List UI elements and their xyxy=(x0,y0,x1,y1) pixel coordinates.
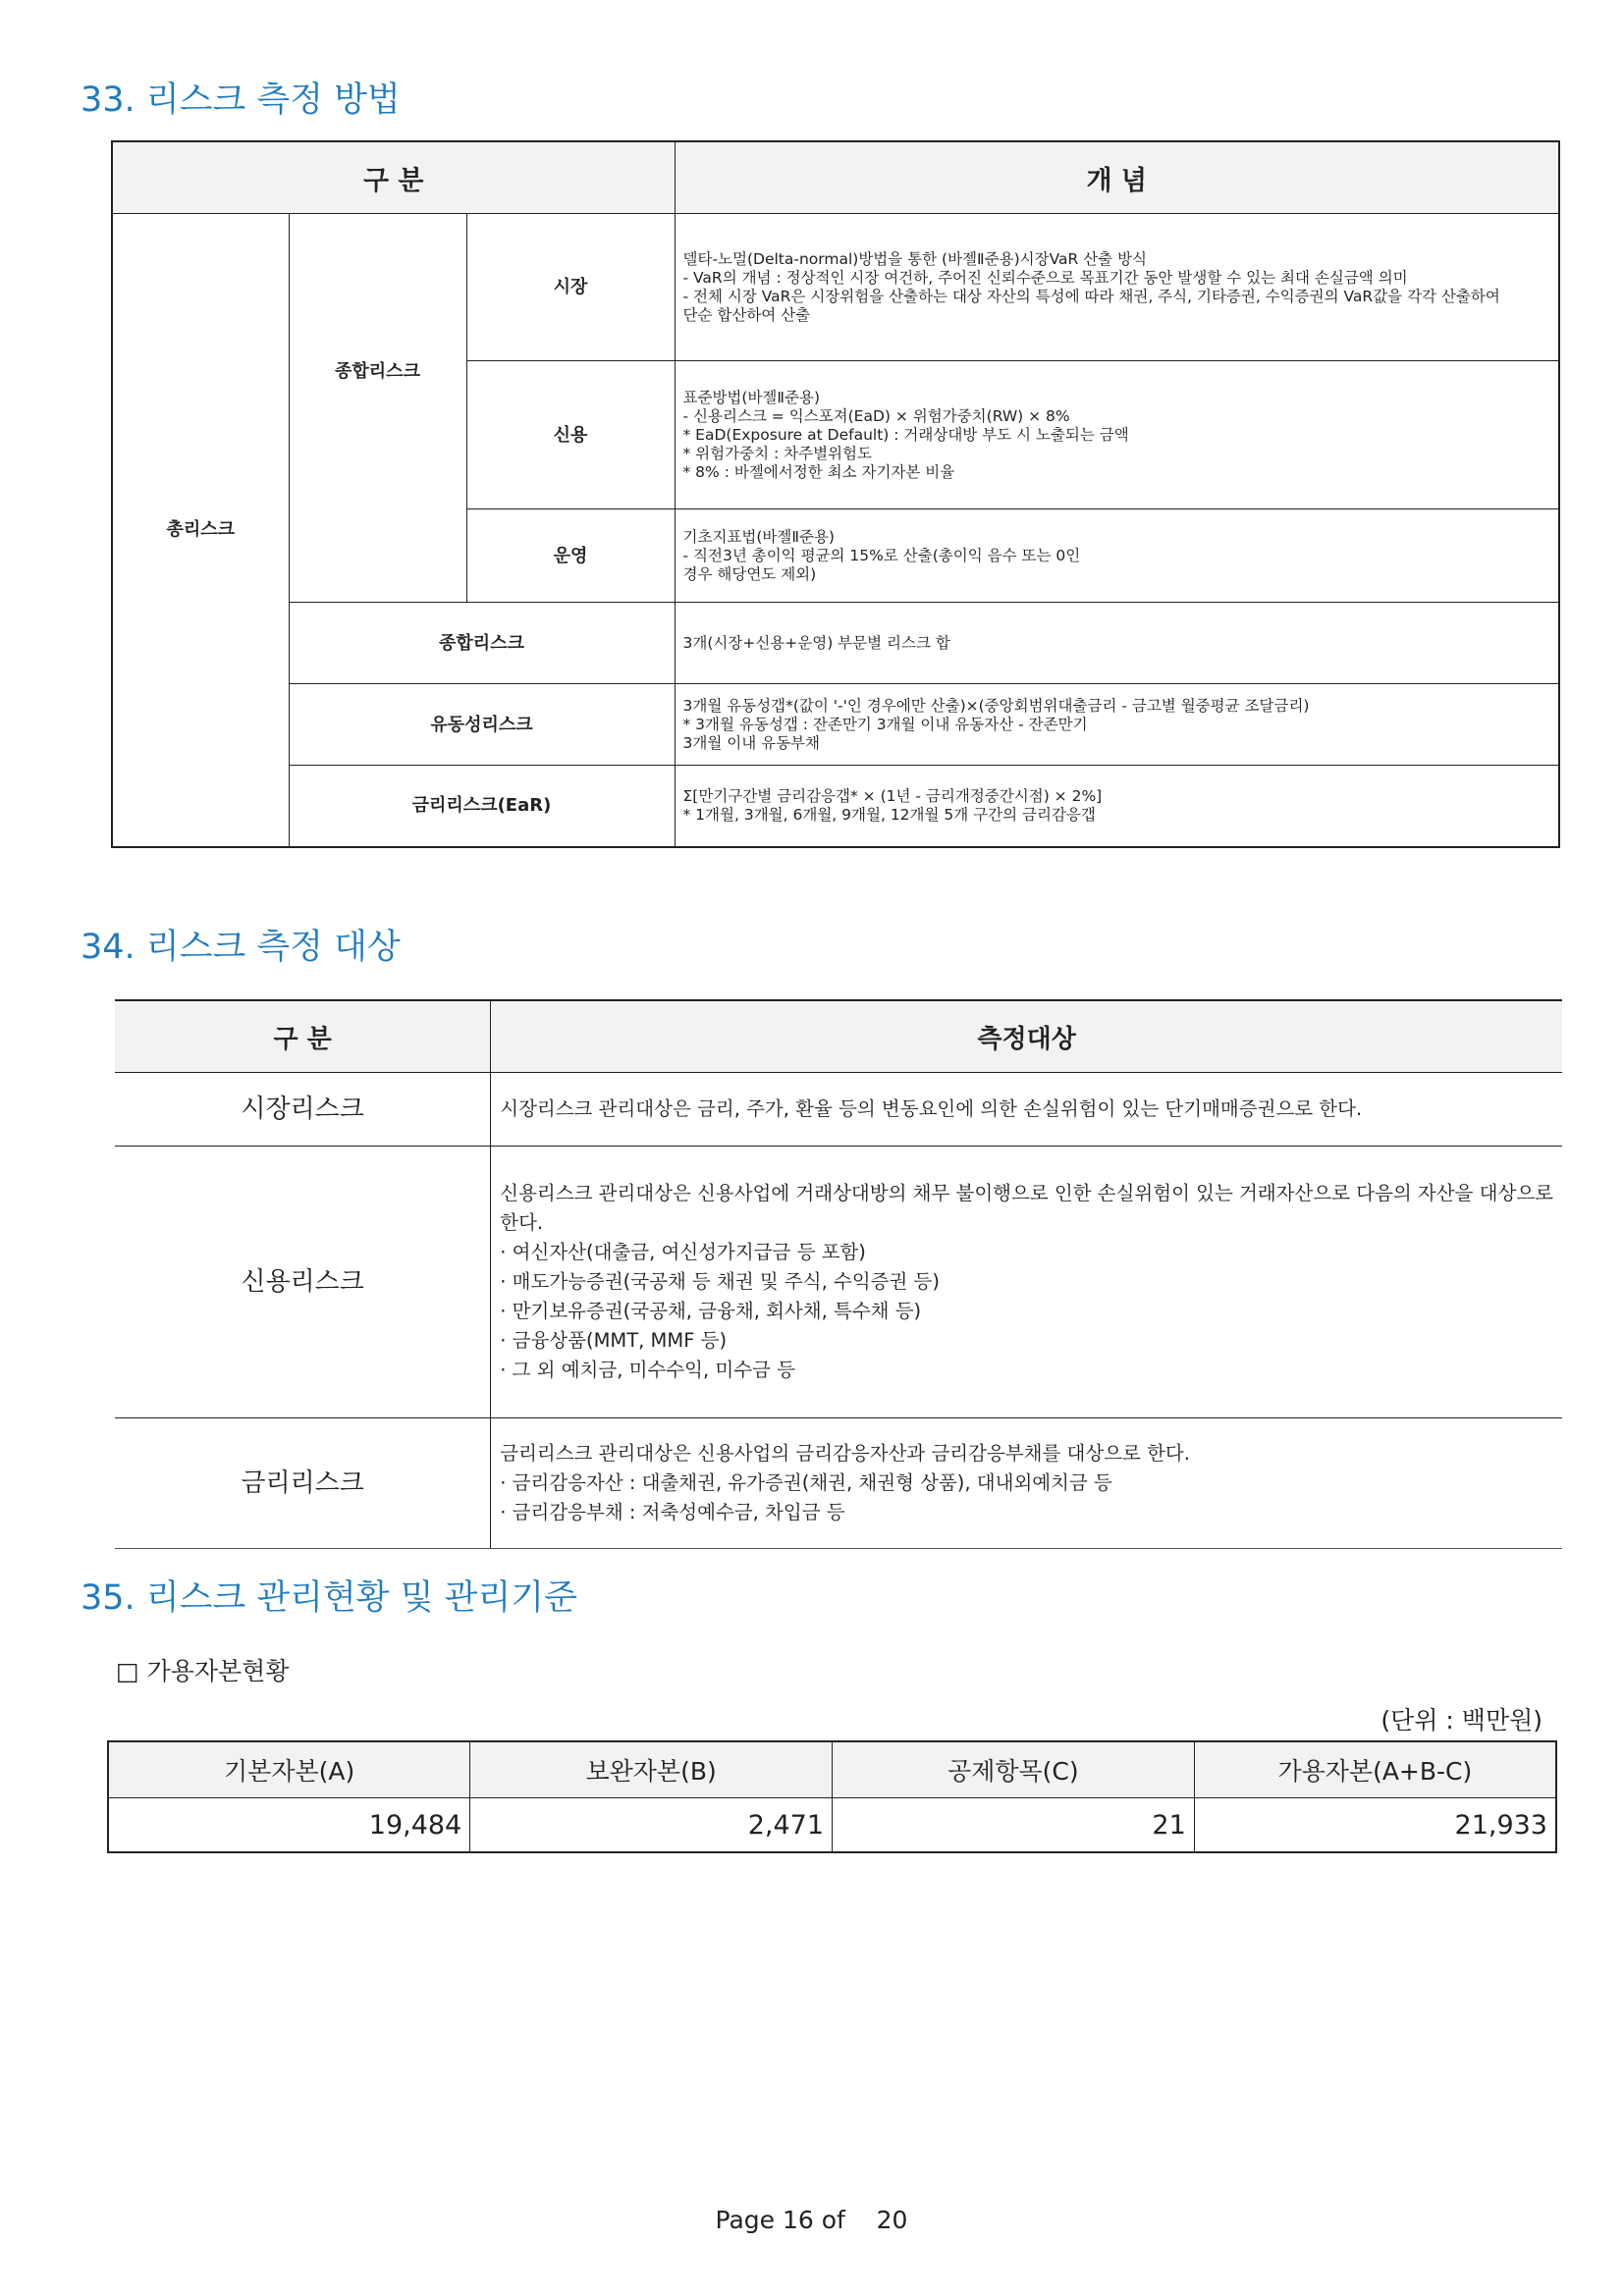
desc-line: 한다. xyxy=(500,1211,544,1234)
table-row xyxy=(112,684,1559,766)
interest-risk-desc xyxy=(491,1418,1562,1549)
liquidity-label: 유동성리스크 xyxy=(289,684,675,766)
combined-desc xyxy=(675,603,1559,684)
desc-line: 시장리스크 관리대상은 금리, 주가, 환율 등의 변동요인에 의한 손실위험이 있는 단기매매증권으로 한다. xyxy=(500,1097,1363,1120)
table-row xyxy=(115,1147,1562,1418)
interest-desc xyxy=(675,766,1559,847)
section-35-title: 35. 리스크 관리현황 및 관리기준 xyxy=(81,1578,577,1618)
credit-label: 신용 xyxy=(466,361,675,509)
desc-line: - 직전3년 총이익 평균의 15%로 산출(총이익 음수 또는 0인 xyxy=(682,546,1081,564)
page-number: Page 16 of 20 xyxy=(715,2206,908,2234)
desc-line: 델타-노멀(Delta-normal)방법을 통한 (바젤Ⅱ준용)시장VaR 산출 방식 xyxy=(682,249,1148,268)
market-risk-label: 시장리스크 xyxy=(115,1073,491,1147)
desc-line: · 그 외 예치금, 미수수익, 미수금 등 xyxy=(500,1359,795,1381)
market-risk-desc xyxy=(491,1073,1562,1147)
desc-line: * 8% : 바젤에서정한 최소 자기자본 비율 xyxy=(682,462,955,481)
desc-line: 기초지표법(바젤Ⅱ준용) xyxy=(682,527,835,546)
table-row xyxy=(112,766,1559,847)
header-concept: 개 념 xyxy=(675,141,1559,214)
header-category: 구 분 xyxy=(112,141,675,214)
unit-label: (단위 : 백만원) xyxy=(1380,1706,1542,1735)
liquidity-desc xyxy=(675,684,1559,766)
table-header-row xyxy=(112,141,1559,214)
market-desc xyxy=(675,214,1559,361)
table-header-row xyxy=(108,1741,1556,1798)
table-row xyxy=(115,1418,1562,1549)
desc-line: - 전체 시장 VaR은 시장위험을 산출하는 대상 자산의 특성에 따라 채권, 주식, 기타증권, 수익증권의 VaR값을 각각 산출하여 xyxy=(682,287,1500,305)
desc-line: * 1개월, 3개월, 6개월, 9개월, 12개월 5개 구간의 금리감응갭 xyxy=(682,805,1096,824)
available-capital-table xyxy=(107,1740,1557,1853)
header-available-capital: 가용자본(A+B-C) xyxy=(1194,1741,1556,1798)
risk-method-table xyxy=(111,140,1560,848)
credit-risk-desc xyxy=(491,1147,1562,1418)
credit-desc xyxy=(675,361,1559,509)
table-header-row xyxy=(115,1000,1562,1073)
interest-label: 금리리스크(EaR) xyxy=(289,766,675,847)
desc-line: 경우 해당연도 제외) xyxy=(682,564,817,583)
desc-line: · 금리감응부채 : 저축성예수금, 차입금 등 xyxy=(500,1501,845,1523)
desc-line: 3개(시장+신용+운영) 부문별 리스크 합 xyxy=(682,633,950,652)
header-supplementary-capital: 보완자본(B) xyxy=(470,1741,833,1798)
desc-line: · 금융상품(MMT, MMF 등) xyxy=(500,1329,728,1352)
desc-line: * 3개월 유동성갭 : 잔존만기 3개월 이내 유동자산 - 잔존만기 xyxy=(682,715,1088,733)
available-capital-value: 21,933 xyxy=(1194,1798,1556,1853)
desc-line: * 위험가중치 : 차주별위험도 xyxy=(682,444,872,462)
desc-line: · 만기보유증권(국공채, 금융채, 회사채, 특수채 등) xyxy=(500,1300,922,1322)
desc-line: · 여신자산(대출금, 여신성가지급금 등 포함) xyxy=(500,1241,866,1263)
operational-label: 운영 xyxy=(466,509,675,603)
desc-line: 3개월 유동성갭*(값이 '-'인 경우에만 산출)×(중앙회범위대출금리 - 금고별 월중평균 조달금리) xyxy=(682,696,1310,715)
table-row xyxy=(112,214,1559,361)
header-basic-capital: 기본자본(A) xyxy=(108,1741,470,1798)
combined-risk-group-label: 종합리스크 xyxy=(289,214,466,603)
desc-line: - VaR의 개념 : 정상적인 시장 여건하, 주어진 신뢰수준으로 목표기간 동안 발생할 수 있는 최대 손실금액 의미 xyxy=(682,268,1408,287)
deductions-value: 21 xyxy=(833,1798,1195,1853)
table-row xyxy=(112,603,1559,684)
credit-risk-label: 신용리스크 xyxy=(115,1147,491,1418)
header-target: 측정대상 xyxy=(491,1000,1562,1073)
operational-desc xyxy=(675,509,1559,603)
section-33-title: 33. 리스크 측정 방법 xyxy=(81,80,401,120)
header-deductions: 공제항목(C) xyxy=(833,1741,1195,1798)
desc-line: · 금리감응자산 : 대출채권, 유가증권(채권, 채권형 상품), 대내외예치금 등 xyxy=(500,1471,1112,1494)
section-34-title: 34. 리스크 측정 대상 xyxy=(81,928,401,967)
table-row xyxy=(108,1798,1556,1853)
table-row xyxy=(115,1073,1562,1147)
combined-label: 종합리스크 xyxy=(289,603,675,684)
desc-line: 표준방법(바젤Ⅱ준용) xyxy=(682,388,821,406)
desc-line: · 매도가능증권(국공채 등 채권 및 주식, 수익증권 등) xyxy=(500,1270,940,1293)
interest-risk-label: 금리리스크 xyxy=(115,1418,491,1549)
risk-target-table xyxy=(115,999,1562,1549)
desc-line: * EaD(Exposure at Default) : 거래상대방 부도 시 노출되는 금액 xyxy=(682,425,1129,444)
basic-capital-value: 19,484 xyxy=(108,1798,470,1853)
desc-line: 단순 합산하여 산출 xyxy=(682,305,811,324)
total-risk-label: 총리스크 xyxy=(112,214,289,847)
desc-line: Σ[만기구간별 금리감응갭* × (1년 - 금리개정중간시점) × 2%] xyxy=(682,786,1103,805)
desc-line: 신용리스크 관리대상은 신용사업에 거래상대방의 채무 불이행으로 인한 손실위험이 있는 거래자산으로 다음의 자산을 대상으로 xyxy=(500,1182,1553,1204)
supplementary-capital-value: 2,471 xyxy=(470,1798,833,1853)
available-capital-subtitle: □ 가용자본현황 xyxy=(116,1657,290,1685)
market-label: 시장 xyxy=(466,214,675,361)
desc-line: 금리리스크 관리대상은 신용사업의 금리감응자산과 금리감응부채를 대상으로 한다. xyxy=(500,1442,1190,1465)
desc-line: - 신용리스크 = 익스포져(EaD) × 위험가중치(RW) × 8% xyxy=(682,406,1070,425)
header-category: 구 분 xyxy=(115,1000,491,1073)
desc-line: 3개월 이내 유동부채 xyxy=(682,733,821,752)
